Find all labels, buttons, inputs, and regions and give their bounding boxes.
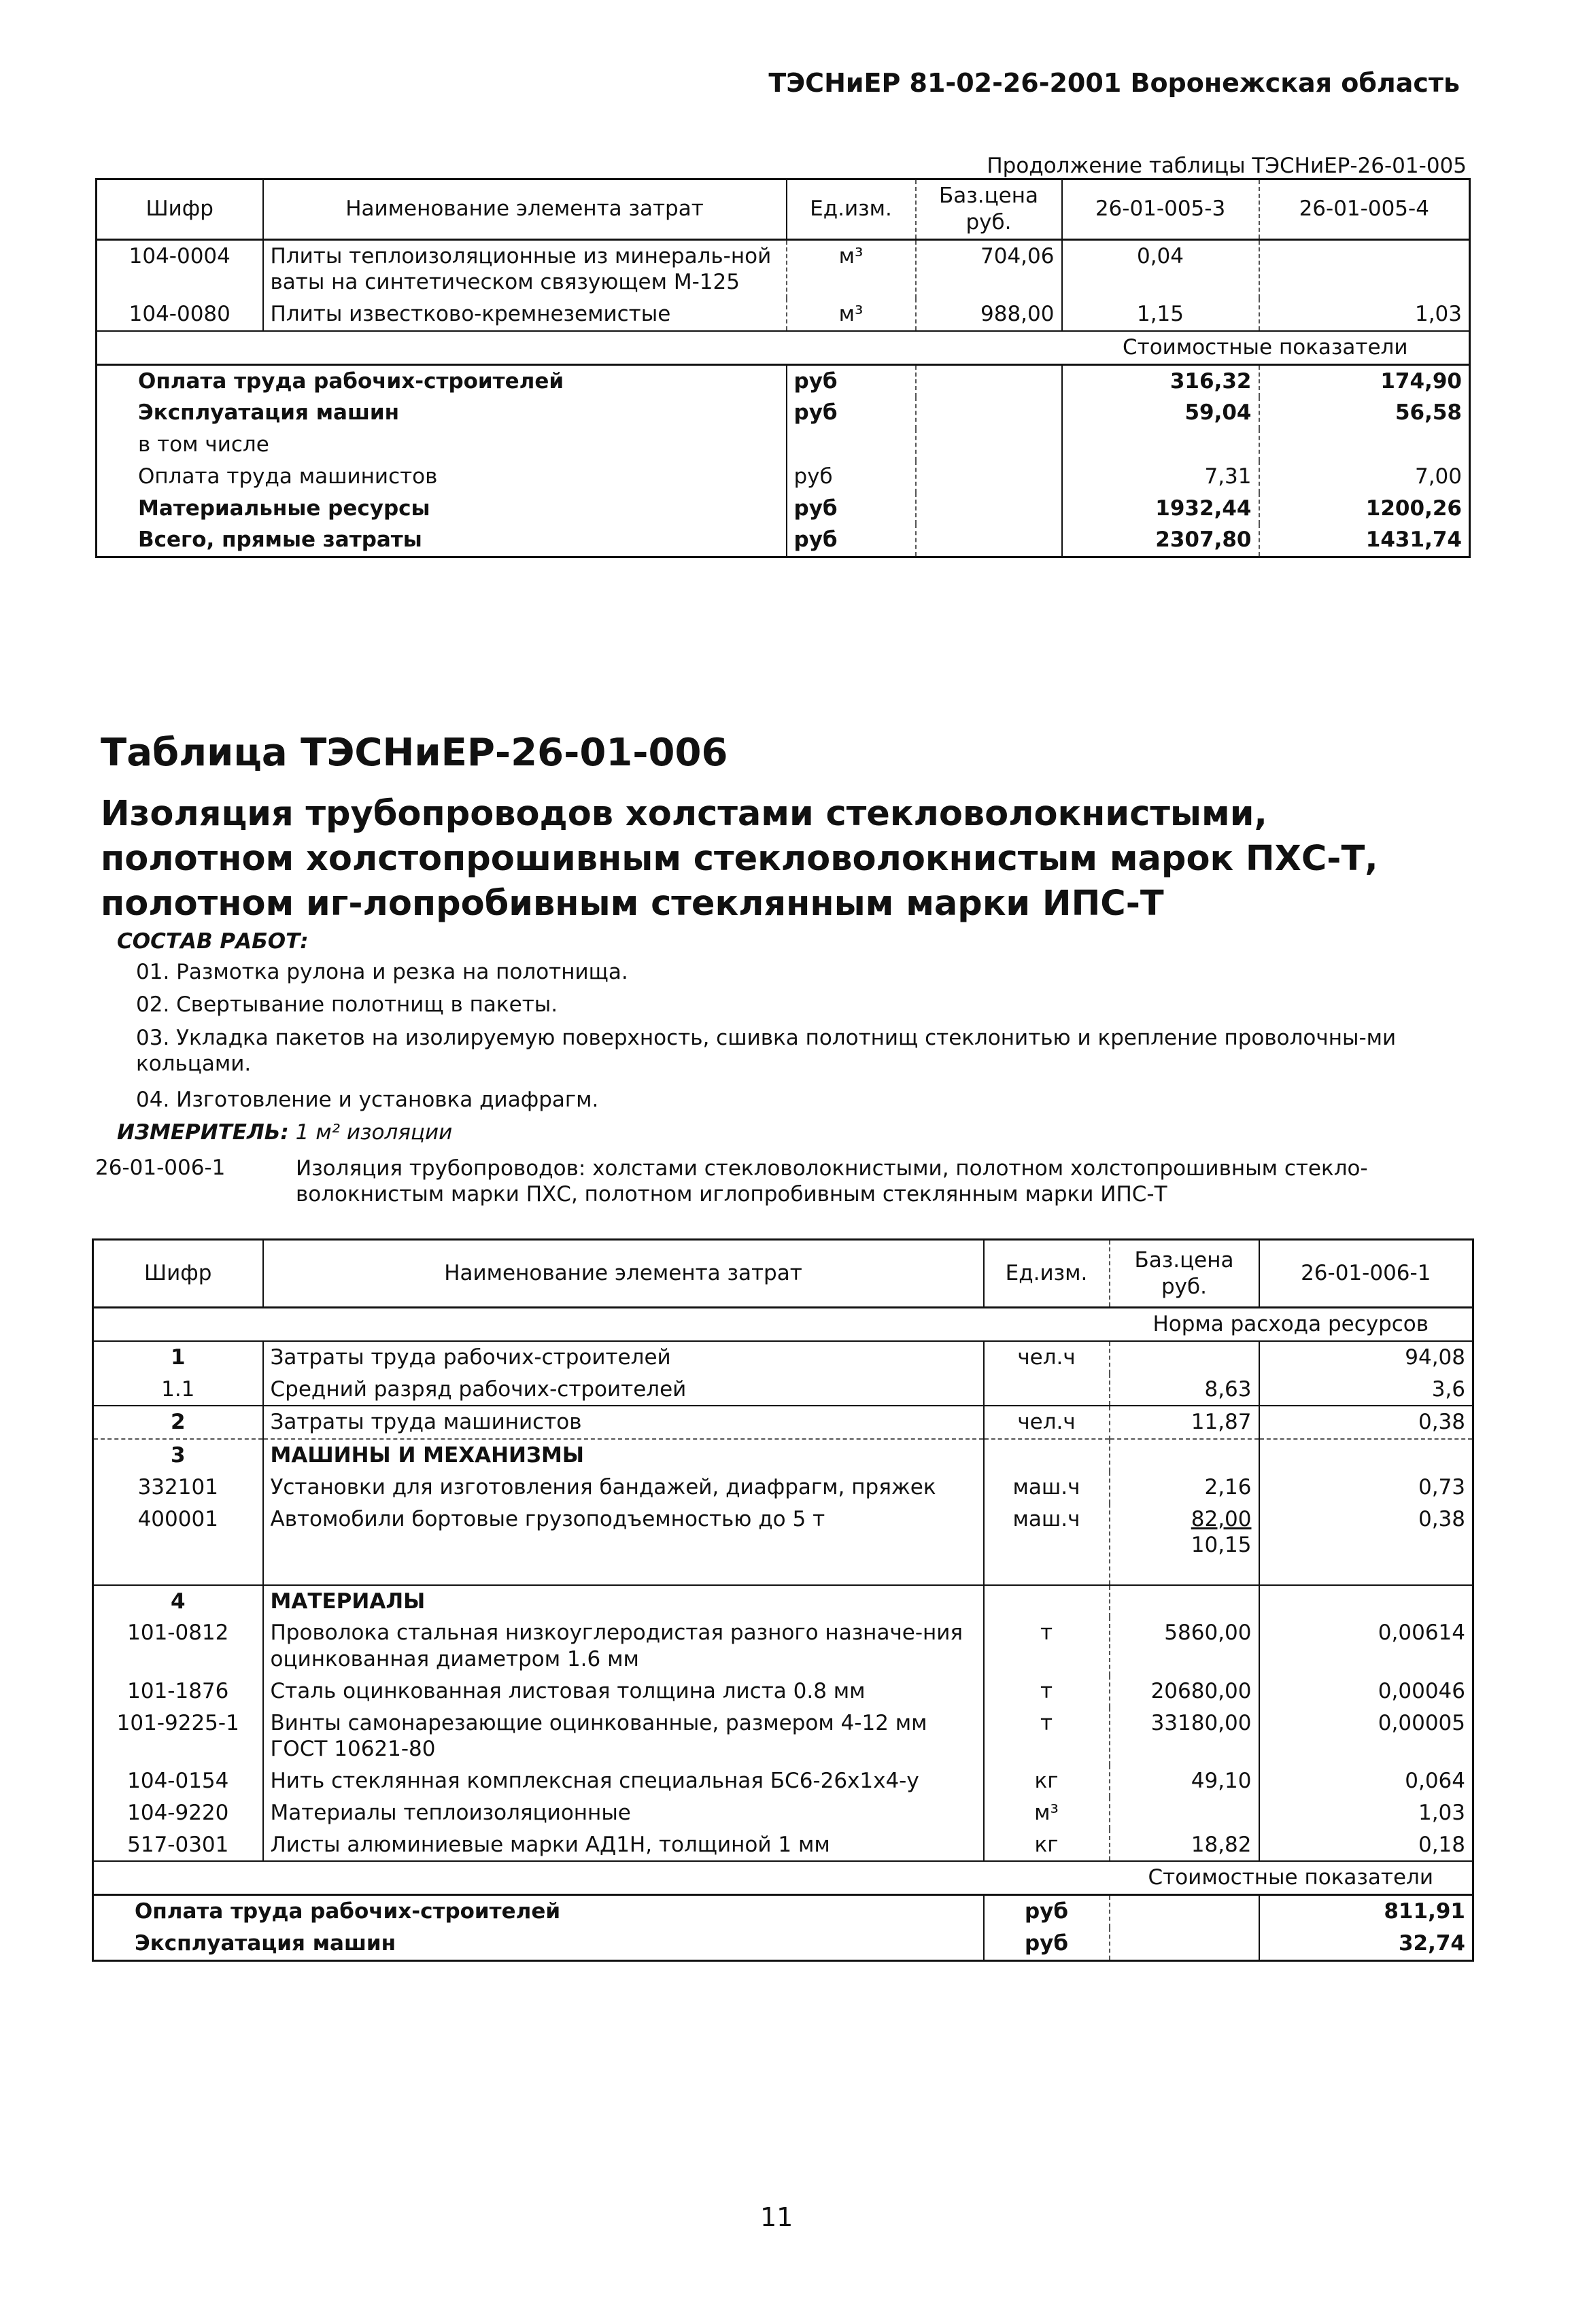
cost-label-row	[93, 1861, 1473, 1894]
row-code: 101-0812	[127, 1620, 229, 1646]
cost-value-2: 1431,74	[1259, 524, 1470, 557]
row-unit	[984, 1374, 1110, 1406]
table-row	[93, 1439, 1473, 1472]
table-row	[93, 1472, 1473, 1504]
cost-label-row	[97, 331, 1470, 364]
row-value-1: 0,04	[1062, 239, 1259, 298]
work-item: 04. Изготовление и установка диафрагм.	[136, 1088, 599, 1112]
table-row	[93, 1797, 1473, 1829]
cost-row	[93, 1895, 1473, 1928]
table-row	[93, 1585, 1473, 1618]
cost-name: Оплата труда рабочих-строителей	[93, 1895, 984, 1928]
cost-row	[97, 524, 1470, 557]
row-value: 0,00614	[1259, 1617, 1473, 1676]
row-price: 49,10	[1110, 1765, 1259, 1797]
row-code: 104-0080	[129, 302, 230, 326]
row-code: 101-1876	[127, 1678, 229, 1703]
cost-name: Эксплуатация машин	[135, 1930, 396, 1956]
table-header-row	[93, 1240, 1473, 1308]
row-code: 4	[93, 1585, 263, 1618]
row-name: Автомобили бортовые грузоподъемностью до 5 т	[263, 1504, 984, 1585]
header-unit: Ед.изм.	[787, 179, 916, 240]
item-code: 26-01-006-1	[95, 1156, 226, 1180]
row-value: 0,38	[1259, 1406, 1473, 1439]
work-item: 03. Укладка пакетов на изолируемую поверхность, сшивка полотнищ стеклонитью и крепление проволочны-ми кольцами.	[136, 1026, 1397, 1076]
row-code: 104-9220	[127, 1800, 229, 1825]
cost-row	[97, 493, 1470, 525]
row-price: 8,63	[1110, 1374, 1259, 1406]
row-value: 0,73	[1259, 1472, 1473, 1504]
row-unit: маш.ч	[984, 1472, 1110, 1504]
header-price: Баз.цена руб.	[916, 179, 1062, 240]
row-unit: кг	[984, 1765, 1110, 1797]
cost-unit: руб	[787, 397, 916, 429]
row-code: 517-0301	[127, 1832, 229, 1857]
row-price: 2,16	[1110, 1472, 1259, 1504]
cost-value-2: 1200,26	[1259, 493, 1470, 525]
header-name: Наименование элемента затрат	[263, 1240, 984, 1308]
table-row	[93, 1504, 1473, 1585]
row-value-2: 1,03	[1259, 298, 1470, 331]
row-unit: т	[984, 1617, 1110, 1676]
cost-value-1: 316,32	[1062, 364, 1259, 397]
row-unit: м³	[787, 239, 916, 298]
table-row	[93, 1341, 1473, 1374]
cost-unit: руб	[787, 461, 916, 493]
cost-label: Стоимостные показатели	[1062, 331, 1470, 364]
cost-unit: руб	[984, 1895, 1110, 1928]
row-unit: чел.ч	[984, 1341, 1110, 1374]
row-value: 3,6	[1259, 1374, 1473, 1406]
header-name: Наименование элемента затрат	[263, 179, 787, 240]
row-name: Затраты труда машинистов	[263, 1406, 984, 1439]
cost-row	[97, 461, 1470, 493]
header-col1: 26-01-005-3	[1062, 179, 1259, 240]
row-name: Листы алюминиевые марки АД1Н, толщиной 1 мм	[263, 1829, 984, 1862]
row-price: 988,00	[916, 298, 1062, 331]
item-text: Изоляция трубопроводов: холстами стекловолокнистыми, полотном холстопрошивным стекло-волокнистым марки ПХС, полотном иглопробивным стеклянным марки ИПС-Т	[296, 1156, 1368, 1207]
row-name: Проволока стальная низкоуглеродистая разного назначе-ния оцинкованная диаметром 1.6 мм	[263, 1617, 984, 1676]
cost-name: Оплата труда рабочих-строителей	[97, 364, 787, 397]
row-code: 2	[93, 1406, 263, 1439]
table-26-01-005	[95, 178, 1471, 558]
cost-row	[97, 364, 1470, 397]
header-code: Шифр	[97, 179, 263, 240]
row-value-2	[1259, 239, 1470, 298]
cost-value: 32,74	[1259, 1928, 1473, 1960]
cost-name: в том числе	[138, 432, 269, 457]
row-name: Сталь оцинкованная листовая толщина листа 0.8 мм	[263, 1676, 984, 1707]
row-unit: маш.ч	[984, 1504, 1110, 1585]
table-subtitle: Изоляция трубопроводов холстами стекловолокнистыми, полотном холстопрошивным стекловолокнистым марок ПХС-Т, полотном иг-лопробивным стеклянным марки ИПС-Т	[101, 794, 1378, 924]
table-row	[93, 1406, 1473, 1439]
header-price: Баз.цена руб.	[1110, 1240, 1259, 1308]
row-name: МАТЕРИАЛЫ	[263, 1585, 984, 1618]
row-value: 1,03	[1259, 1797, 1473, 1829]
cost-value-1: 59,04	[1062, 397, 1259, 429]
row-price: 11,87	[1110, 1406, 1259, 1439]
cost-row	[97, 397, 1470, 429]
cost-unit: руб	[984, 1928, 1110, 1960]
table-row	[97, 298, 1470, 331]
row-unit: м³	[787, 298, 916, 331]
table-row	[93, 1707, 1473, 1766]
row-name: Винты самонарезающие оцинкованные, размером 4-12 мм ГОСТ 10621-80	[263, 1707, 984, 1766]
row-name: Установки для изготовления бандажей, диафрагм, пряжек	[263, 1472, 984, 1504]
cost-label: Стоимостные показатели	[1110, 1861, 1473, 1894]
cost-value: 811,91	[1259, 1895, 1473, 1928]
table-row	[93, 1617, 1473, 1676]
table-row	[93, 1765, 1473, 1797]
table-row	[97, 239, 1470, 298]
meter-value: 1 м² изоляции	[295, 1120, 453, 1145]
row-code: 332101	[137, 1474, 218, 1499]
cost-value-1: 1932,44	[1062, 493, 1259, 525]
page-number: 11	[760, 2202, 793, 2232]
cost-value-2: 7,00	[1259, 461, 1470, 493]
row-price	[1110, 1341, 1259, 1374]
row-price: 18,82	[1110, 1829, 1259, 1862]
row-name: Плиты теплоизоляционные из минераль-ной ваты на синтетическом связующем М-125	[263, 239, 787, 298]
cost-row	[93, 1928, 1473, 1960]
row-value: 94,08	[1259, 1341, 1473, 1374]
page-header: ТЭСНиЕР 81-02-26-2001 Воронежская область	[768, 68, 1460, 98]
row-name: МАШИНЫ И МЕХАНИЗМЫ	[263, 1439, 984, 1472]
row-name: Средний разряд рабочих-строителей	[263, 1374, 984, 1406]
row-unit: т	[984, 1707, 1110, 1766]
cost-unit: руб	[787, 364, 916, 397]
row-value-1: 1,15	[1062, 298, 1259, 331]
header-col2: 26-01-005-4	[1259, 179, 1470, 240]
row-price-secondary: 10,15	[1191, 1533, 1252, 1558]
cost-unit: руб	[787, 493, 916, 525]
row-name: Затраты труда рабочих-строителей	[263, 1341, 984, 1374]
cost-name: Всего, прямые затраты	[138, 527, 422, 553]
row-code: 3	[93, 1439, 263, 1472]
table-title: Таблица ТЭСНиЕР-26-01-006	[101, 731, 728, 775]
continuation-caption: Продолжение таблицы ТЭСНиЕР-26-01-005	[987, 154, 1467, 178]
norm-label-row	[93, 1308, 1473, 1341]
cost-name: Эксплуатация машин	[138, 400, 400, 426]
header-col1: 26-01-006-1	[1259, 1240, 1473, 1308]
row-price: 33180,00	[1110, 1707, 1259, 1766]
works-label: СОСТАВ РАБОТ:	[117, 929, 309, 954]
row-value: 0,00046	[1259, 1676, 1473, 1707]
row-price: 20680,00	[1110, 1676, 1259, 1707]
cost-value-2: 174,90	[1259, 364, 1470, 397]
meter-label: ИЗМЕРИТЕЛЬ:	[117, 1120, 289, 1145]
table-header-row	[97, 179, 1470, 240]
row-price: 82,00	[1191, 1506, 1252, 1531]
row-unit: кг	[984, 1829, 1110, 1862]
row-unit: чел.ч	[984, 1406, 1110, 1439]
row-value: 0,064	[1259, 1765, 1473, 1797]
row-name: Плиты известково-кремнеземистые	[263, 298, 787, 331]
norm-label: Норма расхода ресурсов	[1110, 1308, 1473, 1341]
row-price	[1110, 1797, 1259, 1829]
table-row	[93, 1374, 1473, 1406]
cost-value-1: 7,31	[1062, 461, 1259, 493]
row-code: 1	[93, 1341, 263, 1374]
row-code: 1.1	[161, 1376, 195, 1402]
header-unit: Ед.изм.	[984, 1240, 1110, 1308]
row-price: 5860,00	[1110, 1617, 1259, 1676]
cost-name: Материальные ресурсы	[138, 496, 430, 521]
cost-value-2: 56,58	[1259, 397, 1470, 429]
row-value: 0,18	[1259, 1829, 1473, 1862]
work-item: 02. Свертывание полотнищ в пакеты.	[136, 992, 558, 1017]
cost-value-1: 2307,80	[1062, 524, 1259, 557]
table-row	[93, 1829, 1473, 1862]
row-code: 104-0154	[127, 1769, 229, 1793]
row-price: 704,06	[916, 239, 1062, 298]
cost-name: Оплата труда машинистов	[138, 464, 438, 489]
table-row	[93, 1676, 1473, 1707]
row-value: 0,00005	[1259, 1707, 1473, 1766]
row-name: Нить стеклянная комплексная специальная БС6-26х1х4-у	[263, 1765, 984, 1797]
cost-row	[97, 429, 1470, 461]
table-26-01-006	[92, 1238, 1474, 1962]
row-value: 0,38	[1259, 1504, 1473, 1585]
row-unit: т	[984, 1676, 1110, 1707]
row-name: Материалы теплоизоляционные	[263, 1797, 984, 1829]
row-code: 104-0004	[129, 243, 230, 268]
row-unit: м³	[984, 1797, 1110, 1829]
row-code: 400001	[137, 1506, 218, 1531]
row-code: 101-9225-1	[116, 1710, 239, 1735]
header-code: Шифр	[93, 1240, 263, 1308]
work-item: 01. Размотка рулона и резка на полотнища.	[136, 960, 628, 984]
cost-unit: руб	[787, 524, 916, 557]
